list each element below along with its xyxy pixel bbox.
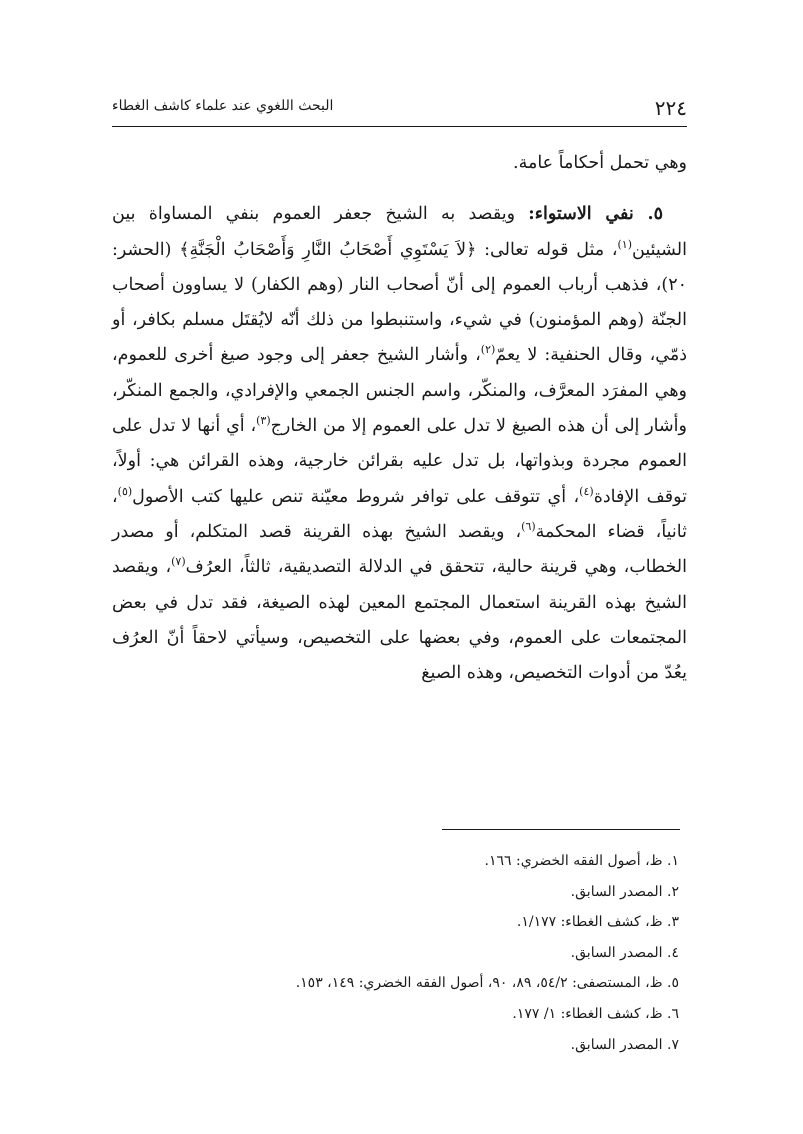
footnote-ref-1[interactable]: (١) <box>617 237 633 251</box>
footnote-ref-7[interactable]: (٧) <box>171 555 186 569</box>
section-lead: ٥. نفي الاستواء: <box>528 204 664 225</box>
text-segment: ، مثل قوله تعالى: <box>476 239 618 260</box>
footnote-ref-2[interactable]: (٢) <box>480 343 496 357</box>
footnote-3: ٣. ظ، كشف الغطاء: ١/١٧٧. <box>516 914 679 931</box>
header-rule <box>112 126 687 127</box>
page-number: ٢٢٤ <box>654 96 687 120</box>
quran-verse: ﴿لاَ يَسْتَوِي أَصْحَابُ النَّارِ وَأَصْحَابُ الْجَنَّةِ﴾ <box>179 239 477 260</box>
footnote-2: ٢. المصدر السابق. <box>570 883 679 900</box>
footnote-ref-3[interactable]: (٣) <box>256 414 271 428</box>
text-segment: ، وأشار الشيخ جعفر إلى وجود صيغ أخرى للعموم، وهي المفرَد المعرَّف، والمنكّر، واسم الجنس الجمعي والإفرادي، والجمع المنكّر، وأشار إلى أن هذه الصيغ لا تدل على العموم إلا من الخارج <box>112 345 687 437</box>
page-header <box>112 86 687 126</box>
footnote-4: ٤. المصدر السابق. <box>570 944 679 961</box>
text-segment: ، أي أنها لا تدل على العموم مجردة وبذواتها، بل تدل عليه بقرائن خارجية، وهذه القرائن هي: أولاً، توقف الإفادة <box>112 416 687 507</box>
footnotes <box>112 846 687 1060</box>
text-segment: ويقصد به الشيخ جعفر العموم بنفي المساواة بين الشيئين <box>112 204 687 260</box>
footnote-6: ٦. ظ، كشف الغطاء: ١/ ١٧٧. <box>512 1005 679 1022</box>
running-title: البحث اللغوي عند علماء كاشف الغطاء <box>112 98 334 114</box>
text-segment: (الحشر: ٢٠)، فذهب أرباب العموم إلى أنّ أصحاب النار (وهم الكفار) لا يساوون أصحاب الجنّة (وهم المؤمنون) في شيء، واستنبطوا من ذلك أنّه لايُقتَل مسلم بكافر، أو ذمّي، وقال الحنفية: لا يعمّ <box>112 239 688 366</box>
footnote-separator <box>442 829 680 830</box>
footnote-ref-5[interactable]: (٥) <box>117 484 133 498</box>
main-text <box>112 146 687 691</box>
paragraph-intro: وهي تحمل أحكاماً عامة. <box>513 153 687 173</box>
text-segment: ، ثانياً، قضاء المحكمة <box>112 486 687 542</box>
text-segment: ، ويقصد الشيخ بهذه القرينة قصد المتكلم، أو مصدر الخطاب، وهي قرينة حالية، تتحقق في الدلالة التصديقية، ثالثاً، العرُف <box>112 521 687 578</box>
text-segment: ، ويقصد الشيخ بهذه القرينة استعمال المجتمع المعين لهذه الصيغة، فقد تدل في بعض المجتمعات على العموم، وفي بعضها على التخصيص، وسيأتي لاحقاً أنّ العرُف يعُدّ من أدوات التخصيص، وهذه الصيغ <box>112 557 687 684</box>
footnote-ref-4[interactable]: (٤) <box>579 484 594 498</box>
paragraph-negation-of-equality <box>112 197 687 691</box>
footnote-1: ١. ظ، أصول الفقه الخضري: ١٦٦. <box>484 853 679 869</box>
footnote-5: ٥. ظ، المستصفى: ٥٤/٢، ٨٩، ٩٠، أصول الفقه الخضري: ١٤٩، ١٥٣. <box>295 975 679 992</box>
footnote-ref-6[interactable]: (٦) <box>521 520 536 534</box>
text-segment: ، أي تتوقف على توافر شروط معيّنة تنص عليها كتب الأصول <box>132 486 580 507</box>
footnote-7: ٧. المصدر السابق. <box>570 1036 679 1053</box>
